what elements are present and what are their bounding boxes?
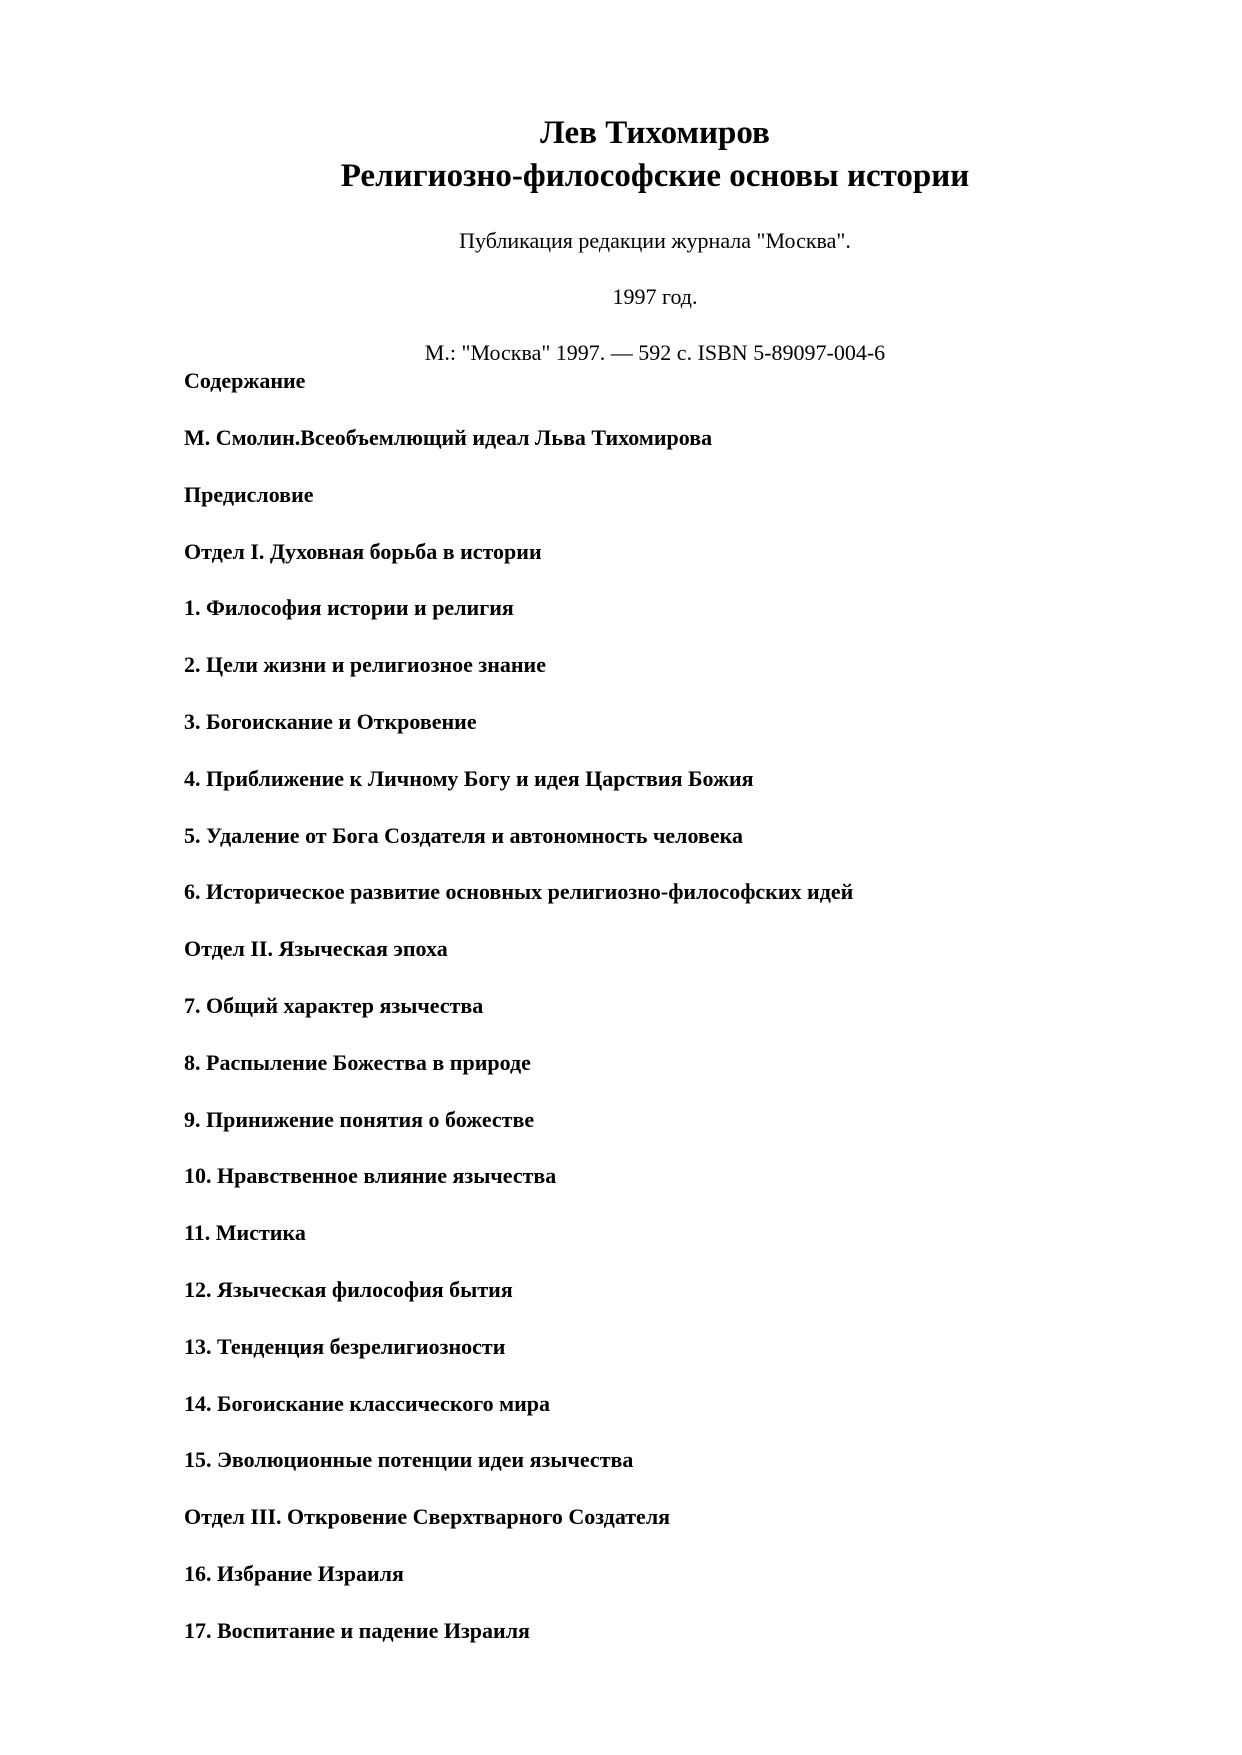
toc-item[interactable]: Отдел III. Откровение Сверхтварного Создателя bbox=[184, 1504, 671, 1530]
toc-list bbox=[184, 425, 853, 1675]
book-title: Религиозно-философские основы истории bbox=[340, 158, 970, 194]
toc-item[interactable]: 10. Нравственное влияние язычества bbox=[184, 1163, 557, 1189]
toc-item[interactable]: 16. Избрание Израиля bbox=[184, 1560, 404, 1586]
toc-item[interactable]: 15. Эволюционные потенции идеи язычества bbox=[184, 1447, 634, 1473]
toc-item[interactable]: Отдел II. Языческая эпоха bbox=[184, 936, 448, 962]
toc-item[interactable]: 6. Историческое развитие основных религиозно-философских идей bbox=[184, 879, 854, 905]
toc-item[interactable]: 11. Мистика bbox=[184, 1220, 306, 1246]
publication-note: Публикация редакции журнала "Москва". bbox=[459, 228, 851, 253]
toc-item[interactable]: 1. Философия истории и религия bbox=[184, 595, 514, 621]
toc-item[interactable]: 14. Богоискание классического мира bbox=[184, 1390, 551, 1416]
toc-item[interactable]: 17. Воспитание и падение Израиля bbox=[184, 1617, 530, 1643]
toc-item[interactable]: 2. Цели жизни и религиозное знание bbox=[184, 652, 546, 678]
toc-item[interactable]: Отдел I. Духовная борьба в истории bbox=[184, 538, 542, 564]
toc-item[interactable]: 9. Принижение понятия о божестве bbox=[184, 1106, 535, 1132]
author-name: Лев Тихомиров bbox=[540, 115, 770, 151]
toc-item[interactable]: 8. Распыление Божества в природе bbox=[184, 1049, 531, 1075]
toc-item[interactable]: 12. Языческая философия бытия bbox=[184, 1276, 513, 1302]
toc-item[interactable]: 4. Приближение к Личному Богу и идея Царствия Божия bbox=[184, 765, 754, 791]
toc-item[interactable]: 13. Тенденция безрелигиозности bbox=[184, 1333, 506, 1359]
toc-item[interactable]: Предисловие bbox=[184, 481, 314, 507]
toc-heading: Содержание bbox=[184, 368, 306, 393]
toc-item[interactable]: 5. Удаление от Бога Создателя и автономность человека bbox=[184, 822, 743, 848]
title-block bbox=[0, 112, 1242, 198]
toc-item[interactable]: 7. Общий характер язычества bbox=[184, 992, 484, 1018]
publication-imprint: М.: "Москва" 1997. — 592 с. ISBN 5-89097-004-6 bbox=[424, 340, 886, 365]
toc-item[interactable]: М. Смолин.Всеобъемлющий идеал Льва Тихомирова bbox=[184, 425, 713, 450]
toc-item[interactable]: 3. Богоискание и Откровение bbox=[184, 708, 477, 734]
publication-year: 1997 год. bbox=[612, 284, 698, 309]
